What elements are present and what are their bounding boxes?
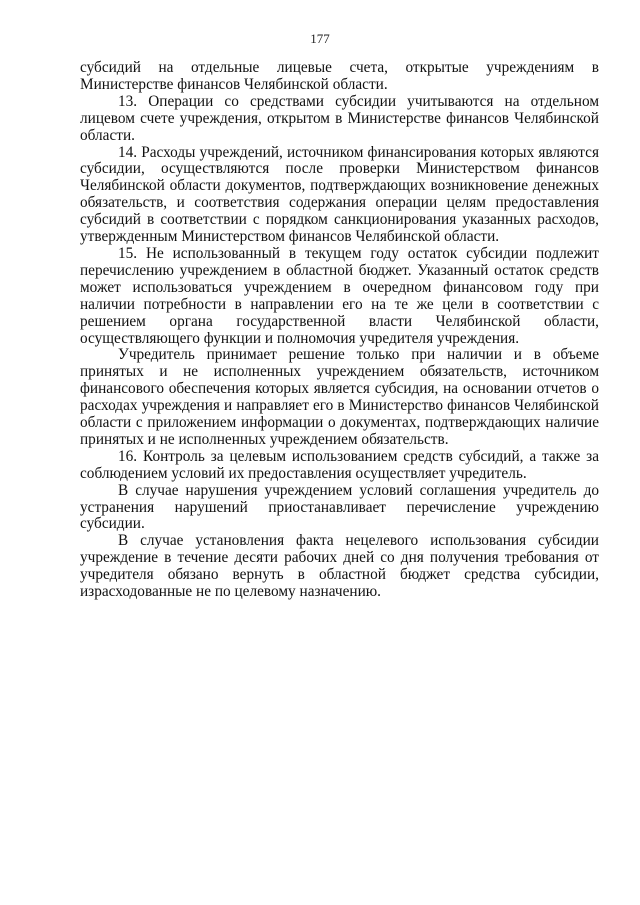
document-body bbox=[80, 60, 599, 601]
paragraph-14: 14. Расходы учреждений, источником финансирования которых являются субсидии, осуществляются после проверки Министерством финансов Челябинской области документов, подтверждающих возникновение денежных обязательств, и соответствия содержания операции целям предоставления субсидий в соответствии с порядком санкционирования указанных расходов, утвержденным Министерством финансов Челябинской области. bbox=[80, 143, 599, 246]
paragraph-15: 15. Не использованный в текущем году остаток субсидии подлежит перечислению учреждением в областной бюджет. Указанный остаток средств может использоваться учреждением в очередном финансовом году при наличии потребности в направлении его на те же цели в соответствии с решением органа государственной власти Челябинской области, осуществляющего функции и полномочия учредителя учреждения. bbox=[80, 244, 599, 347]
page-number: 177 bbox=[310, 31, 330, 46]
paragraph-16: 16. Контроль за целевым использованием средств субсидий, а также за соблюдением условий их предоставления осуществляет учредитель. bbox=[80, 447, 599, 482]
paragraph-16-misuse: В случае установления факта нецелевого использования субсидии учреждение в течение десяти рабочих дней со дня получения требования от учредителя обязано вернуть в областной бюджет средства субсидии, израсходованные не по целевому назначению. bbox=[80, 532, 599, 601]
paragraph-16-violation: В случае нарушения учреждением условий соглашения учредитель до устранения нарушений приостанавливает перечисление учреждению субсидии. bbox=[80, 481, 599, 533]
paragraph-15-founder-decision: Учредитель принимает решение только при наличии и в объеме принятых и не исполненных учреждением обязательств, источником финансового обеспечения которых является субсидия, на основании отчетов о расходах учреждения и направляет его в Министерство финансов Челябинской области с приложением информации о документах, подтверждающих наличие принятых и не исполненных учреждением обязательств. bbox=[80, 346, 599, 448]
paragraph-13: 13. Операции со средствами субсидии учитываются на отдельном лицевом счете учреждения, открытом в Министерстве финансов Челябинской области. bbox=[80, 92, 599, 144]
paragraph-continuation: субсидий на отдельные лицевые счета, открытые учреждениям в Министерстве финансов Челябинской области. bbox=[80, 59, 599, 93]
